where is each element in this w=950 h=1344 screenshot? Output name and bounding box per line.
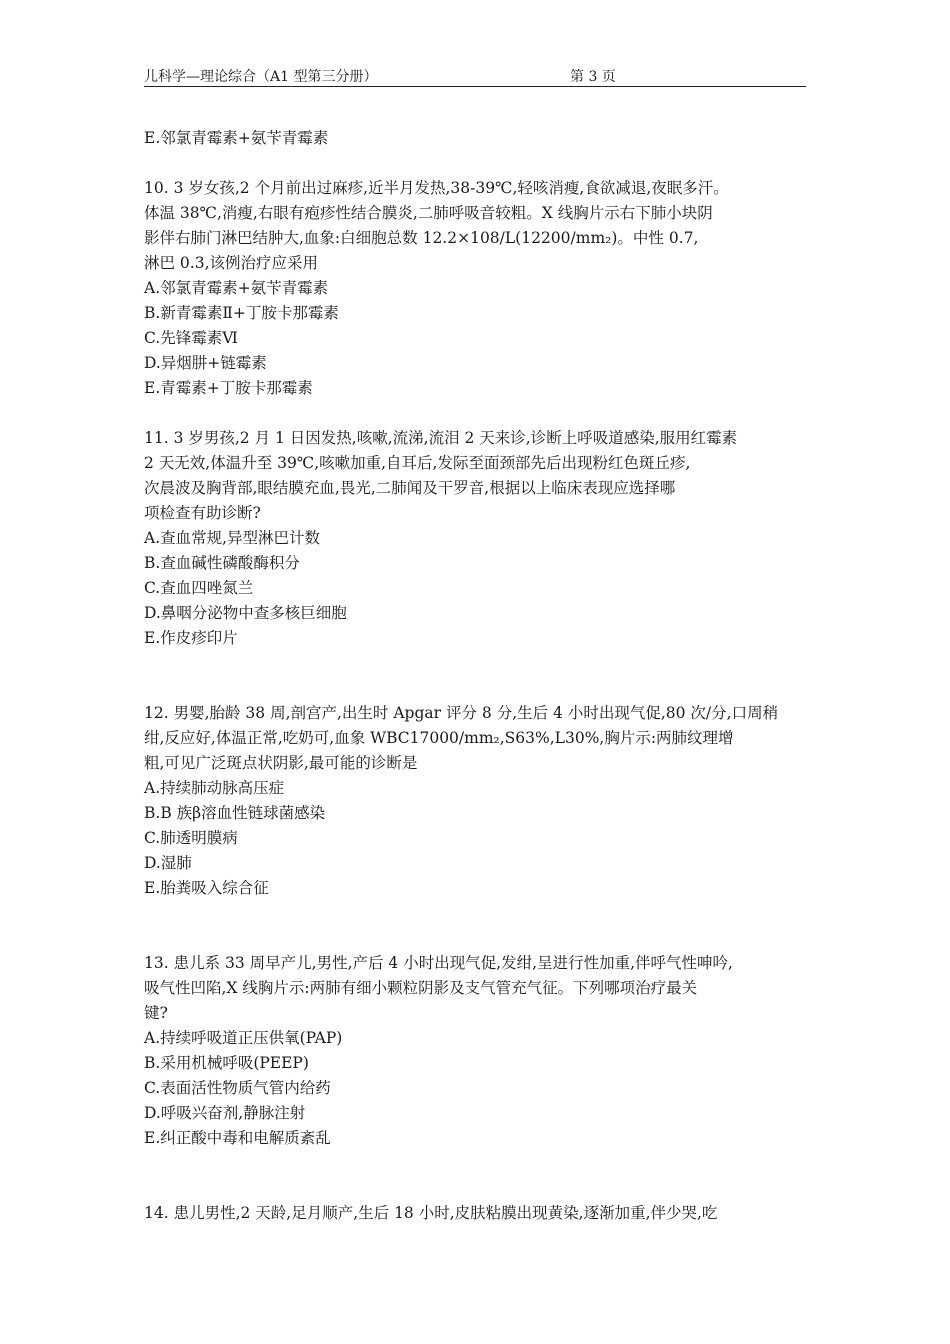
page-header: [144, 62, 806, 87]
answer-option: A.持续肺动脉高压症: [144, 779, 285, 797]
page-content: [144, 126, 804, 1226]
question-stem-line: 10. 3 岁女孩,2 个月前出过麻疹,近半月发热,38-39℃,轻咳消瘦,食欲减退,夜眠多汗。: [144, 179, 729, 197]
question-stem-line: 次晨波及胸背部,眼结膜充血,畏光,二肺闻及干罗音,根据以上临床表现应选择哪: [144, 479, 676, 497]
answer-option: E.青霉素+丁胺卡那霉素: [144, 379, 313, 397]
answer-option: B.查血碱性磷酸酶积分: [144, 554, 300, 572]
question-stem-line: 11. 3 岁男孩,2 月 1 日因发热,咳嗽,流涕,流泪 2 天来诊,诊断上呼吸道感染,服用红霉素: [144, 429, 738, 447]
question-stem-line: 影伴右肺门淋巴结肿大,血象:白细胞总数 12.2×108/L(12200/mm₂)。中性 0.7,: [144, 229, 699, 247]
answer-option: C.表面活性物质气管内给药: [144, 1079, 331, 1097]
question-10: [144, 176, 804, 401]
answer-option: A.查血常规,异型淋巴计数: [144, 529, 321, 547]
question-stem-line: 体温 38℃,消瘦,右眼有疱疹性结合膜炎,二肺呼吸音较粗。X 线胸片示右下肺小块阴: [144, 204, 713, 222]
previous-question-option: E.邻氯青霉素+氨苄青霉素: [144, 129, 329, 147]
header-title: 儿科学—理论综合（A1 型第三分册）: [144, 69, 378, 85]
answer-option: C.先锋霉素Ⅵ: [144, 329, 238, 347]
question-stem-line: 吸气性凹陷,X 线胸片示:两肺有细小颗粒阴影及支气管充气征。下列哪项治疗最关: [144, 979, 698, 997]
question-stem-line: 13. 患儿系 33 周早产儿,男性,产后 4 小时出现气促,发绀,呈进行性加重,伴呼气性呻吟,: [144, 954, 733, 972]
question-13: [144, 951, 804, 1151]
answer-option: D.呼吸兴奋剂,静脉注射: [144, 1104, 306, 1122]
question-stem-line: 淋巴 0.3,该例治疗应采用: [144, 254, 319, 272]
question-stem-line: 项检查有助诊断?: [144, 504, 261, 522]
answer-option: E.胎粪吸入综合征: [144, 879, 269, 897]
answer-option: D.鼻咽分泌物中查多核巨细胞: [144, 604, 347, 622]
answer-option: E.作皮疹印片: [144, 629, 238, 647]
answer-option: D.湿肺: [144, 854, 192, 872]
question-stem-line: 14. 患儿男性,2 天龄,足月顺产,生后 18 小时,皮肤粘膜出现黄染,逐渐加重,伴少哭,吃: [144, 1204, 718, 1222]
answer-option: A.邻氯青霉素+氨苄青霉素: [144, 279, 329, 297]
answer-option: C.肺透明膜病: [144, 829, 238, 847]
page-number: 第 3 页: [570, 69, 616, 85]
question-11: [144, 426, 804, 651]
question-stem-line: 绀,反应好,体温正常,吃奶可,血象 WBC17000/mm₂,S63%,L30%,胸片示:两肺纹理增: [144, 729, 734, 747]
question-stem-line: 键?: [144, 1004, 168, 1022]
answer-option: D.异烟肼+链霉素: [144, 354, 267, 372]
question-stem-line: 粗,可见广泛斑点状阴影,最可能的诊断是: [144, 754, 418, 772]
answer-option: B.B 族β溶血性链球菌感染: [144, 804, 326, 822]
answer-option: A.持续呼吸道正压供氧(PAP): [144, 1029, 343, 1047]
question-12: [144, 701, 804, 901]
question-stem-line: 2 天无效,体温升至 39℃,咳嗽加重,自耳后,发际至面颈部先后出现粉红色斑丘疹,: [144, 454, 691, 472]
answer-option: B.新青霉素Ⅱ+丁胺卡那霉素: [144, 304, 339, 322]
answer-option: C.查血四唑氮兰: [144, 579, 254, 597]
question-14: [144, 1201, 804, 1226]
answer-option: B.采用机械呼吸(PEEP): [144, 1054, 309, 1072]
answer-option: E.纠正酸中毒和电解质紊乱: [144, 1129, 331, 1147]
question-stem-line: 12. 男婴,胎龄 38 周,剖宫产,出生时 Apgar 评分 8 分,生后 4 小时出现气促,80 次/分,口周稍: [144, 704, 779, 722]
